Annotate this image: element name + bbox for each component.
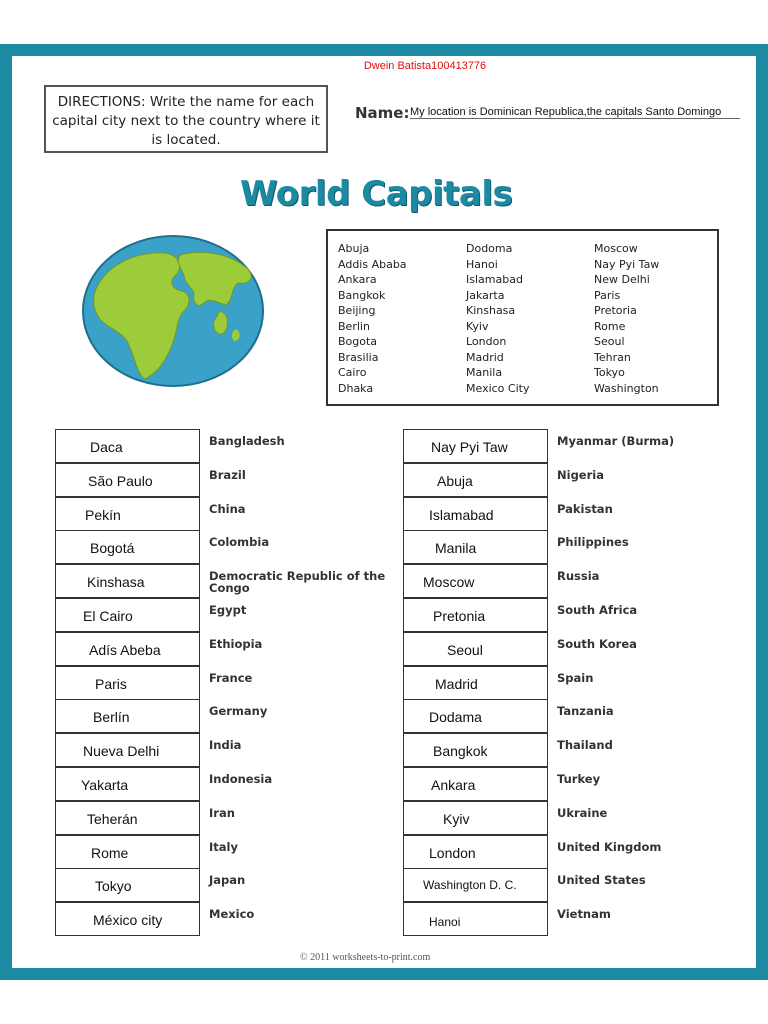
word-bank-column-1 bbox=[338, 241, 407, 396]
word-bank-item: Madrid bbox=[466, 350, 504, 364]
country-label: Philippines bbox=[557, 535, 629, 549]
answer-text: London bbox=[429, 845, 476, 861]
answer-text: Paris bbox=[95, 676, 127, 692]
answer-text: México city bbox=[93, 912, 163, 928]
country-label: Tanzania bbox=[557, 704, 614, 718]
name-field[interactable]: My location is Dominican Republica,the capitals Santo Domingo bbox=[410, 106, 740, 119]
answer-text: Kyiv bbox=[443, 811, 470, 827]
word-bank-item: Bangkok bbox=[338, 288, 386, 302]
country-label: Mexico bbox=[209, 907, 255, 921]
word-bank-item: Bogota bbox=[338, 335, 378, 348]
word-bank-item: Ankara bbox=[338, 273, 377, 286]
word-bank-item: Seoul bbox=[594, 335, 625, 348]
worksheet-title: World Capitals bbox=[240, 174, 513, 214]
answer-text: Adís Abeba bbox=[89, 642, 161, 658]
word-bank bbox=[326, 229, 719, 406]
word-bank-item: Beijing bbox=[338, 304, 376, 317]
word-bank-column-2 bbox=[466, 241, 529, 396]
country-label: Colombia bbox=[209, 535, 270, 549]
answer-text: Bangkok bbox=[433, 743, 488, 759]
country-label: Vietnam bbox=[557, 907, 611, 921]
country-label: Spain bbox=[557, 671, 594, 685]
answer-text: Bogotá bbox=[90, 540, 135, 556]
country-label: Thailand bbox=[557, 738, 613, 752]
answer-text: Manila bbox=[435, 540, 477, 556]
answer-text: Washington D. C. bbox=[423, 878, 517, 892]
word-bank-item: Hanoi bbox=[466, 257, 498, 271]
word-bank-item: Pretoria bbox=[594, 304, 637, 317]
country-label: China bbox=[209, 502, 246, 516]
country-label: Russia bbox=[557, 569, 600, 583]
word-bank-item: Nay Pyi Taw bbox=[594, 257, 660, 271]
word-bank-item: Islamabad bbox=[466, 273, 523, 286]
answer-text: Daca bbox=[90, 439, 123, 455]
country-label: United States bbox=[557, 873, 646, 887]
answer-text: Nueva Delhi bbox=[83, 743, 160, 759]
country-label: Egypt bbox=[209, 603, 247, 617]
answer-text: Moscow bbox=[423, 574, 475, 590]
answer-text: Islamabad bbox=[429, 507, 494, 523]
directions-box: DIRECTIONS: Write the name for each capital city next to the country where it is located. bbox=[44, 85, 328, 153]
country-label: Turkey bbox=[557, 772, 601, 786]
answer-box[interactable] bbox=[403, 463, 548, 497]
word-bank-item: Dodoma bbox=[466, 242, 513, 255]
answer-text: Nay Pyi Taw bbox=[431, 439, 508, 455]
word-bank-item: Jakarta bbox=[466, 288, 505, 302]
answer-text: Tokyo bbox=[95, 878, 132, 894]
country-label: Myanmar (Burma) bbox=[557, 434, 675, 448]
word-bank-item: Mexico City bbox=[466, 381, 530, 395]
country-label: Brazil bbox=[209, 468, 246, 482]
answer-text: El Cairo bbox=[83, 608, 133, 624]
word-bank-item: Abuja bbox=[338, 242, 370, 255]
copyright-footer: © 2011 worksheets-to-print.com bbox=[300, 952, 431, 963]
country-label: France bbox=[209, 671, 253, 685]
answer-box[interactable] bbox=[403, 801, 548, 835]
country-label: Democratic Republic of the Congo bbox=[209, 569, 386, 595]
word-bank-item: Manila bbox=[466, 366, 503, 379]
country-label: Pakistan bbox=[557, 502, 613, 516]
globe-illustration bbox=[80, 233, 266, 393]
country-label: Nigeria bbox=[557, 468, 604, 482]
country-label: Ethiopia bbox=[209, 637, 263, 651]
answer-box[interactable] bbox=[403, 767, 548, 801]
word-bank-item: Paris bbox=[594, 288, 621, 302]
word-bank-item: Washington bbox=[594, 381, 659, 395]
country-label: Ukraine bbox=[557, 806, 608, 820]
country-label: United Kingdom bbox=[557, 840, 662, 854]
answer-text: Ankara bbox=[431, 777, 476, 793]
answer-text: Kinshasa bbox=[87, 574, 145, 590]
word-bank-item: Tehran bbox=[594, 350, 631, 364]
answer-text: Berlín bbox=[93, 709, 130, 725]
country-label: India bbox=[209, 738, 242, 752]
word-bank-item: Brasilia bbox=[338, 350, 379, 364]
country-label: Japan bbox=[209, 873, 246, 887]
answer-text: Rome bbox=[91, 845, 129, 861]
word-bank-item: Rome bbox=[594, 319, 626, 333]
word-bank-item: Dhaka bbox=[338, 381, 374, 395]
country-label: Italy bbox=[209, 840, 238, 854]
answer-text: Pretonia bbox=[433, 608, 486, 624]
country-label: Bangladesh bbox=[209, 434, 285, 448]
name-label: Name: bbox=[355, 104, 410, 122]
author-label: Dwein Batista100413776 bbox=[363, 60, 487, 72]
answer-text: Yakarta bbox=[81, 777, 129, 793]
word-bank-item: Kinshasa bbox=[466, 304, 516, 317]
country-label: South Africa bbox=[557, 603, 638, 617]
country-label: Indonesia bbox=[209, 772, 273, 786]
country-label: Iran bbox=[209, 806, 235, 820]
answer-text: Hanoi bbox=[429, 915, 461, 929]
answer-text: Abuja bbox=[437, 473, 473, 489]
word-bank-item: New Delhi bbox=[594, 273, 650, 286]
answer-text: Madrid bbox=[435, 676, 478, 692]
country-label: South Korea bbox=[557, 637, 637, 651]
word-bank-column-3 bbox=[594, 241, 659, 396]
country-label: Germany bbox=[209, 704, 268, 718]
word-bank-item: Addis Ababa bbox=[338, 257, 407, 271]
answer-box[interactable] bbox=[55, 666, 200, 700]
answer-box[interactable] bbox=[55, 497, 200, 531]
answer-box[interactable] bbox=[55, 429, 200, 463]
answer-text: São Paulo bbox=[88, 473, 153, 489]
answer-box[interactable] bbox=[403, 902, 548, 936]
answer-text: Pekín bbox=[85, 507, 121, 523]
word-bank-item: Kyiv bbox=[466, 319, 489, 333]
answer-text: Teherán bbox=[87, 811, 138, 827]
answer-text: Dodama bbox=[429, 709, 482, 725]
word-bank-item: Berlin bbox=[338, 319, 370, 333]
word-bank-item: Moscow bbox=[594, 242, 638, 255]
word-bank-item: Tokyo bbox=[594, 366, 625, 379]
answer-text: Seoul bbox=[447, 642, 483, 658]
word-bank-item: London bbox=[466, 335, 507, 348]
word-bank-item: Cairo bbox=[338, 366, 367, 379]
